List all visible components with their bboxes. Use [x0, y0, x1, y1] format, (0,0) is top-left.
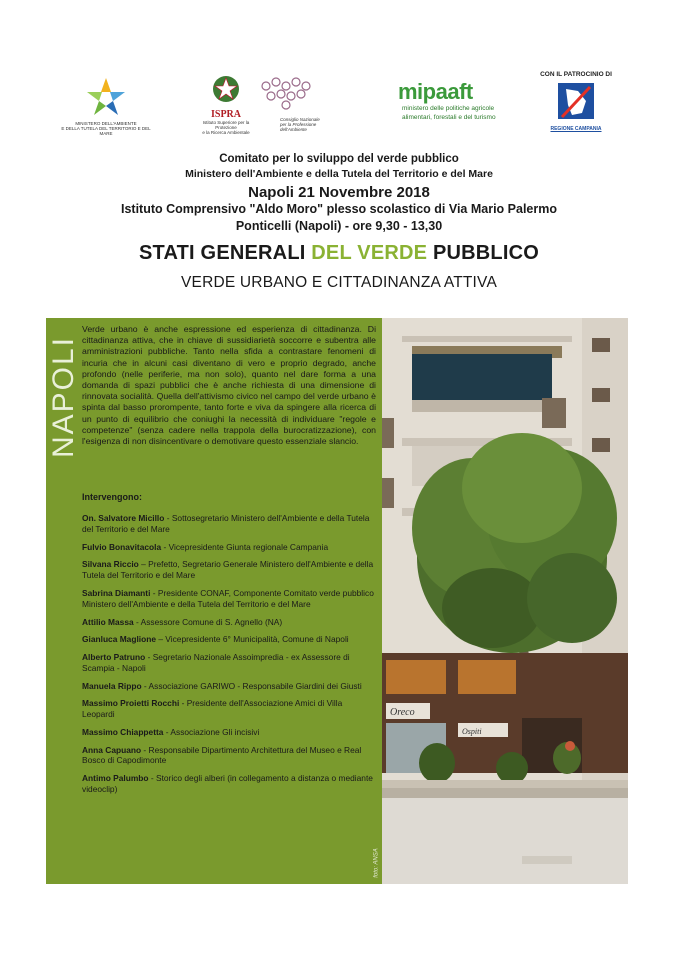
speaker-role: – Prefetto, Segretario Generale Ministero dell'Ambiente e della Tutela del Territorio e del Mare — [82, 559, 374, 581]
ispra-line2: e la Ricerca Ambientale — [202, 130, 250, 135]
region-shield-icon — [556, 81, 596, 121]
shop-sign-oreco: Oreco — [390, 707, 415, 718]
speaker-role: - Storico degli alberi (in collegamento a distanza o mediante videoclip) — [82, 773, 373, 795]
speaker-role: - Vicepresidente Giunta regionale Campania — [161, 541, 329, 552]
speaker-role: - Associazione Gli incisivi — [163, 726, 260, 737]
speaker-item — [82, 745, 374, 767]
speaker-name: On. Salvatore Micillo — [82, 513, 165, 523]
mipaaft-logo — [398, 80, 508, 122]
event-date: Napoli 21 Novembre 2018 — [248, 184, 430, 201]
speaker-item — [82, 698, 374, 720]
speaker-item — [82, 617, 374, 628]
speakers-list — [82, 513, 374, 802]
speaker-item — [82, 588, 374, 610]
conaf-line2: per la Professione — [280, 122, 317, 127]
speaker-item — [82, 773, 374, 795]
speaker-item — [82, 513, 374, 535]
location-time-line: Ponticelli (Napoli) - ore 9,30 - 13,30 — [235, 219, 443, 233]
regione-campania-name: REGIONE CAMPANIA — [550, 126, 602, 132]
speaker-name: Manuela Rippo — [82, 680, 142, 691]
speaker-name: Gianluca Maglione — [82, 634, 156, 645]
speaker-name: Attilio Massa — [82, 616, 134, 627]
speaker-role: - Presidente dell'Associazione Amici di Villa Leopardi — [82, 698, 343, 720]
speaker-role: - Assessore Comune di S. Agnello (NA) — [133, 616, 283, 627]
shop-sign-ospiti: Ospiti — [462, 727, 482, 736]
mipaaft-line2: alimentari, forestali e del turismo — [402, 114, 496, 121]
conaf-line3: dell'Ambiente — [280, 127, 307, 132]
speaker-name: Fulvio Bonavitacola — [82, 541, 162, 552]
ispra-logo — [196, 74, 256, 135]
speaker-name: Alberto Patruno — [82, 651, 146, 662]
conaf-logo — [258, 76, 348, 132]
title-part3: PUBBLICO — [432, 242, 539, 264]
speaker-role: – Vicepresidente 6° Municipalità, Comune di Napoli — [156, 634, 349, 645]
title-part2: DEL VERDE — [311, 242, 428, 264]
speakers-heading: Intervengono: — [82, 492, 142, 502]
vertical-napoli-text: NAPOLI — [47, 335, 80, 459]
speaker-name: Sabrina Diamanti — [82, 587, 151, 598]
speaker-role: - Presidente CONAF, Componente Comitato verde pubblico Ministero dell'Ambiente e della Tutela del Territorio e del Mare — [82, 587, 374, 609]
star-icon — [60, 76, 152, 116]
conaf-line1: Consiglio Nazionale — [280, 117, 320, 122]
intro-paragraph: Verde urbano è anche espressione ed esperienza di cittadinanza. Di cittadinanza attiva, che in chiave di sussidiarietà soccorre e subentra alle amministrazioni pubbliche. Tanto nella sfida a contrastare fenomeni di incuria che in alcuni casi diventano di vero e proprio degrado, anche profondo (nelle periferie, ma non solo), quanto nel dare forma a una domanda di spazi pubblici che è anche richiesta di una dimensione di rinnovata socialità. Quella dell'attivismo civico nel campo del verde urbano è spinta dal basso prorompente, tanto forte e viva da spingere alla ricerca di un punto di equilibrio che coniughi la necessità di individuare "regole e competenze" (senza cadere nella trappola della burocratizzazione), con l'esigenza di non disincentivare o demotivare questo essenziale slancio. — [82, 324, 376, 447]
vertical-napoli-label — [46, 318, 82, 478]
comitato-line: Comitato per lo sviluppo del verde pubblico — [219, 153, 459, 165]
building-tree-illustration — [382, 318, 628, 884]
speaker-role: - Sottosegretario Ministero dell'Ambiente e della Tutela del Territorio e del Mare — [82, 513, 370, 534]
venue-line: Istituto Comprensivo "Aldo Moro" plesso scolastico di Via Mario Palermo — [120, 202, 557, 216]
emblem-icon — [211, 74, 241, 104]
event-subtitle: VERDE URBANO E CITTADINANZA ATTIVA — [181, 274, 497, 291]
ministero-ambiente-logo-line2: E DELLA TUTELA DEL TERRITORIO E DEL MARE — [61, 126, 151, 136]
speaker-name: Massimo Proietti Rocchi — [82, 698, 180, 709]
speaker-item — [82, 559, 374, 581]
speaker-role: - Responsabile Dipartimento Architettura del Museo e Real Bosco di Capodimonte — [82, 744, 362, 766]
mipaaft-line1: ministero delle politiche agricole — [402, 105, 495, 112]
speaker-item — [82, 652, 374, 674]
event-title — [0, 242, 678, 265]
street-photo — [382, 318, 628, 884]
ispra-line1: Istituto Superiore per la Protezione — [202, 120, 250, 130]
ministero-ambiente-logo — [60, 76, 152, 136]
speaker-name: Massimo Chiappetta — [82, 726, 164, 737]
speaker-item — [82, 681, 374, 692]
ministero-line: Ministero dell'Ambiente e della Tutela del Territorio e del Mare — [185, 168, 493, 180]
title-part1: STATI GENERALI — [139, 242, 306, 264]
speaker-role: - Associazione GARIWO - Responsabile Giardini dei Giusti — [141, 680, 362, 691]
speaker-name: Anna Capuano — [82, 744, 142, 755]
photo-credit: foto: ANSA — [373, 848, 380, 878]
speaker-name: Antimo Palumbo — [82, 773, 149, 784]
regione-campania-logo — [536, 71, 616, 132]
speaker-role: - Segretario Nazionale Assoimpredia - ex Assessore di Scampia - Napoli — [82, 651, 350, 673]
speaker-name: Silvana Riccio — [82, 559, 139, 570]
ispra-name: ISPRA — [210, 109, 241, 120]
ministero-ambiente-logo-line1: MINISTERO DELL'AMBIENTE — [75, 121, 137, 126]
speaker-item — [82, 634, 374, 645]
mipaaft-name: mipaaft — [398, 79, 473, 104]
logo-bar — [0, 68, 678, 143]
patrocinio-label: CON IL PATROCINIO DI — [540, 71, 612, 78]
hexagon-network-icon — [258, 76, 316, 112]
speaker-item — [82, 542, 374, 553]
speaker-item — [82, 727, 374, 738]
